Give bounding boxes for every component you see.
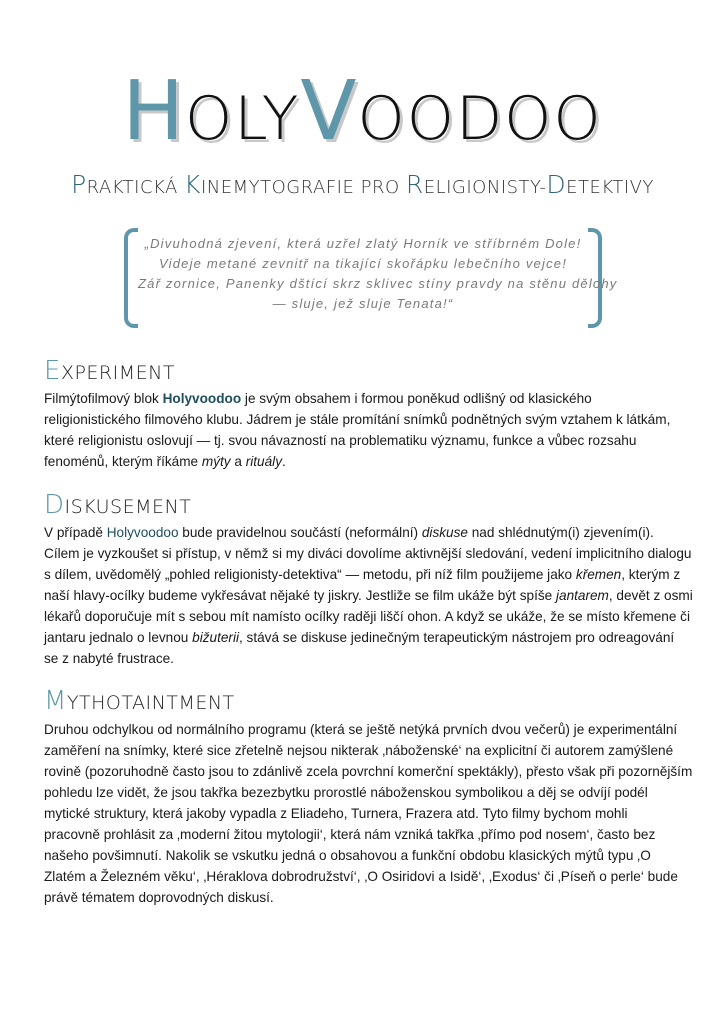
- paragraph-line: [44, 803, 694, 824]
- text-run: se z nabyté frustrace.: [44, 651, 174, 666]
- page-title: [0, 64, 725, 159]
- subtitle-part: R: [405, 170, 424, 199]
- text-run: našeho povšimnutí. Nakolik se vskutku jedná o obsahovou a funkční obdobu klasických mýtů typu ‚O: [44, 848, 651, 863]
- text-run: , devět z osmi: [608, 588, 693, 603]
- emphasis-text: křemen: [575, 567, 622, 582]
- quote-line: — sluje, jež sluje Tenata!“: [272, 296, 454, 311]
- text-run: které religionistu oslovují — tj. svou návazností na problematiku významu, funkce a vůbec rozsahu: [44, 433, 637, 448]
- title-letter-v: V: [300, 64, 358, 159]
- quote-text: [138, 234, 618, 314]
- paragraph-line: [44, 648, 694, 669]
- section-heading-diskusement: [44, 490, 191, 520]
- heading-rest: XPERIMENT: [60, 362, 175, 384]
- paragraph-line: [44, 740, 694, 761]
- section-body-experiment: [44, 388, 694, 472]
- paragraph-line: [44, 627, 694, 648]
- text-run: V případě: [44, 525, 107, 540]
- subtitle-part: P: [71, 170, 87, 199]
- title-part-oodoo: OODOO: [357, 84, 603, 154]
- subtitle-part: D: [546, 170, 567, 199]
- paragraph-line: [44, 409, 694, 430]
- subtitle-part: INEMYTOGRAFIE PRO: [200, 177, 406, 198]
- text-run: je svým obsahem i formou poněkud odlišný od klasického: [241, 391, 592, 406]
- paragraph-line: [44, 782, 694, 803]
- subtitle-part: RAKTICKÁ: [86, 177, 185, 198]
- section-body-diskusement: [44, 522, 694, 669]
- text-run: Cílem je vyzkoušet si přístup, v němž si my diváci dovolíme aktivnější sledování, vedení implicitního dialogu: [44, 546, 692, 561]
- brand-name: Holyvoodoo: [162, 391, 242, 406]
- heading-rest: YTHOTAINTMENT: [66, 692, 235, 714]
- text-run: mytické struktury, která jakoby vypadla z Eliadeho, Turnera, Frazera atd. Tyto filmy bychom mohli: [44, 806, 628, 821]
- section-heading-experiment: [44, 356, 175, 386]
- brand-name: Holyvoodoo: [106, 525, 179, 540]
- left-bracket-icon: [124, 228, 138, 328]
- text-run: s dílem, uvědomělý „pohled religionisty-detektiva“ — metodu, při níž film použijeme jako: [44, 567, 576, 582]
- heading-initial: E: [44, 356, 61, 386]
- emphasis-text: rituály: [245, 454, 282, 469]
- paragraph-line: [44, 887, 694, 908]
- text-run: naší hlavy-ocílky budeme vykřesávat nějaké ty jiskry. Jestliže se film ukáže být spíše: [44, 588, 556, 603]
- paragraph-line: [44, 543, 694, 564]
- text-run: jantaru jednalo o levnou: [44, 630, 193, 645]
- quote-line: Videje metané zevnitř na tikající skořápku lebečního vejce!: [158, 256, 568, 271]
- subtitle-part: K: [184, 170, 201, 199]
- paragraph-line: [44, 430, 694, 451]
- text-run: pracovně prohlásit za ‚moderní žitou mytologii‘, která nám vzniká takřka ‚přímo pod nosem‘, často bez: [44, 827, 656, 842]
- text-run: lékařů doporučuje mít s sebou mít namísto ocílky raději liščí ohon. A když se ukáže, že se místo křemene či: [44, 609, 690, 624]
- quote-line: Zář zornice, Panenky dštící skrz sklivec stíny pravdy na stěnu dělohy: [138, 276, 618, 291]
- title-part-oly: OLY: [185, 84, 301, 154]
- emphasis-text: diskuse: [421, 525, 468, 540]
- text-run: Druhou odchylkou od normálního programu (která se ještě netýká prvních dvou večerů) je experimentální: [44, 722, 678, 737]
- heading-initial: D: [44, 490, 65, 520]
- text-run: Zlatém a Železném věku‘, ‚Héraklova dobrodružství‘, ‚O Osiridovi a Isidě‘, ‚Exodus‘ či ‚Píseň o perle‘ bude: [44, 869, 678, 884]
- paragraph-line: [44, 606, 694, 627]
- text-run: a: [230, 454, 246, 469]
- paragraph-line: [44, 585, 694, 606]
- emphasis-text: jantarem: [555, 588, 609, 603]
- section-heading-mythotaintment: [44, 686, 235, 716]
- paragraph-line: [44, 761, 694, 782]
- paragraph-line: [44, 522, 694, 543]
- text-run: nad shlédnutým(i) zjevením(i).: [467, 525, 654, 540]
- paragraph-line: [44, 845, 694, 866]
- text-run: , stává se diskuse jedinečným terapeutickým nástrojem pro odreagování: [238, 630, 675, 645]
- text-run: zaměření na snímky, které sice zřetelně nejsou nikterak ‚náboženské‘ na explicitní či autorem zamýšlené: [44, 743, 674, 758]
- paragraph-line: [44, 451, 694, 472]
- text-run: , kterým z: [621, 567, 681, 582]
- text-run: bude pravidelnou součástí (neformální): [178, 525, 422, 540]
- paragraph-line: [44, 564, 694, 585]
- text-run: fenoménů, kterým říkáme: [44, 454, 202, 469]
- page-subtitle: [0, 170, 725, 199]
- heading-rest: ISKUSEMENT: [64, 496, 192, 518]
- heading-initial: M: [44, 686, 67, 716]
- paragraph-line: [44, 719, 694, 740]
- emphasis-text: bižuterii: [192, 630, 239, 645]
- section-body-mythotaintment: [44, 719, 694, 908]
- subtitle-part: ETEKTIVY: [566, 177, 654, 198]
- emphasis-text: mýty: [201, 454, 231, 469]
- paragraph-line: [44, 866, 694, 887]
- text-run: pohledu lze vidět, že jsou takřka bezezbytku prorostlé náboženskou symbolikou a děj se odvíjí podél: [44, 785, 648, 800]
- text-run: právě tématem doprovodných diskusí.: [44, 890, 274, 905]
- paragraph-line: [44, 824, 694, 845]
- paragraph-line: [44, 388, 694, 409]
- epigraph-quote: [124, 228, 618, 322]
- text-run: .: [282, 454, 286, 469]
- quote-line: „Divuhodná zjevení, která uzřel zlatý Horník ve stříbrném Dole!: [144, 236, 582, 251]
- subtitle-part: ELIGIONISTY-: [423, 177, 547, 198]
- text-run: Filmýtofilmový blok: [44, 391, 163, 406]
- text-run: rovině (pozoruhodně často jsou to zdánlivě zcela povrchní komerční spektákly), přesto však při pozornějším: [44, 764, 693, 779]
- title-letter-h: H: [122, 64, 186, 159]
- text-run: religionistického filmového klubu. Jádrem je stále promítání snímků podnětných svým vztahem k látkám,: [44, 412, 671, 427]
